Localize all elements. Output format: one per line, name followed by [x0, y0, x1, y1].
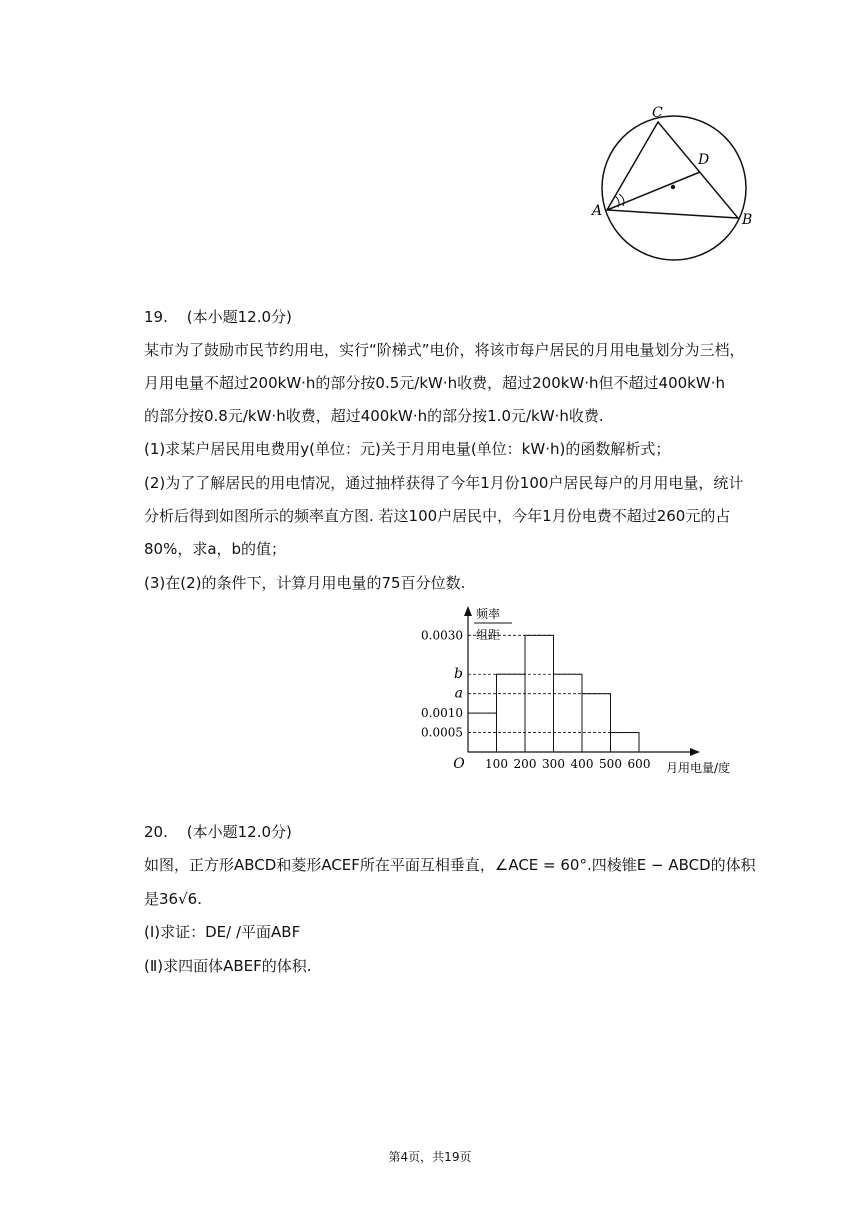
q19-line: (3)在(2)的条件下，计算月用电量的75百分位数. — [144, 574, 466, 592]
histogram-bar — [554, 674, 583, 752]
x-tick-label: 300 — [542, 757, 565, 771]
q19-line: 80%，求a，b的值； — [144, 540, 287, 558]
x-tick-label: 100 — [485, 757, 508, 771]
y-label-bottom: 组距 — [476, 628, 501, 642]
q20-line: (Ⅰ)求证：DE/ /平面ABF — [144, 923, 301, 941]
histogram-bar — [611, 733, 640, 752]
x-tick-label: O — [453, 756, 465, 772]
center-point — [671, 185, 675, 189]
frequency-histogram — [410, 600, 790, 785]
label-b: B — [742, 212, 753, 228]
label-d: D — [698, 152, 710, 168]
triangle-abc — [607, 122, 738, 218]
q19-line: 某市为了鼓励市民节约用电，实行“阶梯式”电价，将该市每户居民的月用电量划分为三档， — [144, 341, 745, 359]
x-tick-label: 400 — [570, 757, 594, 771]
y-tick-label: 0.0010 — [421, 706, 463, 721]
q20-header — [144, 821, 292, 842]
q20-line: 如图，正方形ABCD和菱形ACEF所在平面互相垂直，∠ACE = 60°.四棱锥E − ABCD的体积 — [144, 856, 756, 874]
q19-number: 19. — [144, 308, 168, 326]
q19-line: (2)为了了解居民的用电情况，通过抽样获得了今年1月份100户居民每户的月用电量，统计 — [144, 474, 744, 492]
q20-line: 是36√6. — [144, 890, 202, 908]
circle-triangle-figure — [585, 100, 765, 265]
y-tick-label: a — [454, 685, 463, 702]
x-tick-label: 500 — [599, 757, 622, 771]
q20-line: (Ⅱ)求四面体ABEF的体积. — [144, 957, 312, 975]
q19-line: 分析后得到如图所示的频率直方图. 若这100户居民中，今年1月份电费不超过260元的占 — [144, 507, 731, 525]
histogram-bar — [468, 713, 497, 752]
y-tick-label: 0.0030 — [421, 628, 463, 643]
y-tick-label: 0.0005 — [421, 725, 463, 740]
q19-line: 月用电量不超过200kW·h的部分按0.5元/kW·h收费，超过200kW·h但不超过400kW·h — [144, 374, 725, 392]
q19-header — [144, 306, 292, 327]
y-label-top: 频率 — [476, 607, 501, 621]
histogram-bar — [582, 694, 611, 752]
q19-points: (本小题12.0分) — [186, 308, 292, 326]
histogram-bar — [497, 674, 526, 752]
segment-ad — [607, 172, 700, 210]
x-tick-label: 600 — [627, 757, 651, 771]
q20-number: 20. — [144, 823, 168, 841]
page-footer: 第4页，共19页 — [388, 1150, 472, 1164]
y-axis-arrow — [464, 606, 472, 616]
x-axis-arrow — [690, 748, 700, 756]
q19-line: 的部分按0.8元/kW·h收费，超过400kW·h的部分按1.0元/kW·h收费. — [144, 407, 604, 425]
label-a: A — [592, 203, 603, 219]
q20-points: (本小题12.0分) — [186, 823, 292, 841]
q19-line: (1)求某户居民用电费用y(单位：元)关于月用电量(单位：kW·h)的函数解析式； — [144, 440, 671, 458]
x-axis-label: 月用电量/度 — [666, 761, 731, 775]
x-tick-label: 200 — [513, 757, 537, 771]
label-c: C — [652, 105, 663, 121]
y-tick-label: b — [454, 666, 463, 683]
